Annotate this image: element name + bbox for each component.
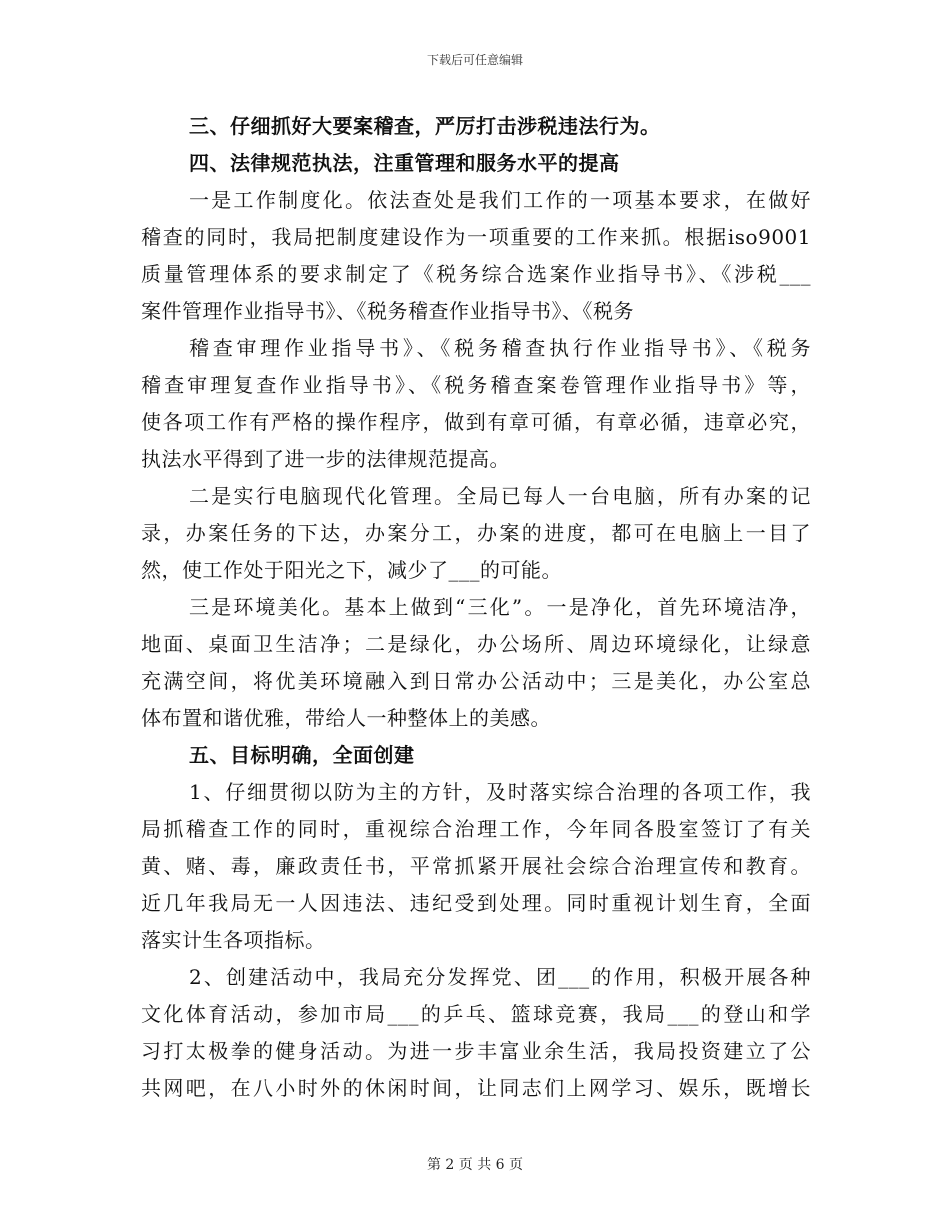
paragraph-line: 局抓稽查工作的同时，重视综合治理工作，今年同各股室签订了有关 <box>141 817 811 841</box>
paragraph-line: 稽查审理复查作业指导书》、《税务稽查案卷管理作业指导书》等， <box>141 373 811 397</box>
document-body <box>141 108 811 1107</box>
paragraph-line: 使各项工作有严格的操作程序，做到有章可循，有章必循，违章必究， <box>141 410 811 434</box>
paragraph-line: 文化体育活动，参加市局___的乒乓、篮球竞赛，我局___的登山和学 <box>141 1002 811 1026</box>
paragraph-line: 2、创建活动中，我局充分发挥党、团___的作用，积极开展各种 <box>189 965 811 989</box>
paragraph-line: 黄、赌、毒，廉政责任书，平常抓紧开展社会综合治理宣传和教育。 <box>141 854 811 878</box>
paragraph-line: 地面、桌面卫生洁净；二是绿化，办公场所、周边环境绿化，让绿意 <box>141 632 811 656</box>
paragraph-line: 1、仔细贯彻以防为主的方针，及时落实综合治理的各项工作，我 <box>189 780 811 804</box>
section-heading: 五、目标明确，全面创建 <box>189 743 415 767</box>
page-number: 第 2 页 共 6 页 <box>426 1157 524 1173</box>
paragraph-line: 执法水平得到了进一步的法律规范提高。 <box>141 447 510 471</box>
paragraph-line: 二是实行电脑现代化管理。全局已每人一台电脑，所有办案的记 <box>189 484 811 508</box>
paragraph-line: 共网吧，在八小时外的休闲时间，让同志们上网学习、娱乐，既增长 <box>141 1076 811 1100</box>
paragraph-line: 稽查的同时，我局把制度建设作为一项重要的工作来抓。根据iso9001 <box>141 225 811 249</box>
section-heading: 三、仔细抓好大要案稽查，严厉打击涉税违法行为。 <box>189 114 661 138</box>
paragraph-line: 习打太极拳的健身活动。为进一步丰富业余生活，我局投资建立了公 <box>141 1039 811 1063</box>
page-header: 下载后可任意编辑 <box>426 53 523 67</box>
paragraph-line: 近几年我局无一人因违法、违纪受到处理。同时重视计划生育，全面 <box>141 891 811 915</box>
paragraph-line: 充满空间，将优美环境融入到日常办公活动中；三是美化，办公室总 <box>141 669 811 693</box>
paragraph-line: 质量管理体系的要求制定了《税务综合选案作业指导书》、《涉税___ <box>141 262 811 286</box>
paragraph-line: 三是环境美化。基本上做到“三化”。一是净化，首先环境洁净， <box>189 595 811 619</box>
section-heading: 四、法律规范执法，注重管理和服务水平的提高 <box>189 151 620 175</box>
paragraph-line: 一是工作制度化。依法查处是我们工作的一项基本要求，在做好 <box>189 188 811 212</box>
paragraph-line: 落实计生各项指标。 <box>141 928 326 952</box>
paragraph-line: 稽查审理作业指导书》、《税务稽查执行作业指导书》、《税务 <box>189 336 811 360</box>
paragraph-line: 然，使工作处于阳光之下，减少了___的可能。 <box>141 558 562 582</box>
paragraph-line: 录，办案任务的下达，办案分工，办案的进度，都可在电脑上一目了 <box>141 521 811 545</box>
paragraph-line: 体布置和谐优雅，带给人一种整体上的美感。 <box>141 706 551 730</box>
paragraph-line: 案件管理作业指导书》、《税务稽查作业指导书》、《税务 <box>141 299 634 323</box>
